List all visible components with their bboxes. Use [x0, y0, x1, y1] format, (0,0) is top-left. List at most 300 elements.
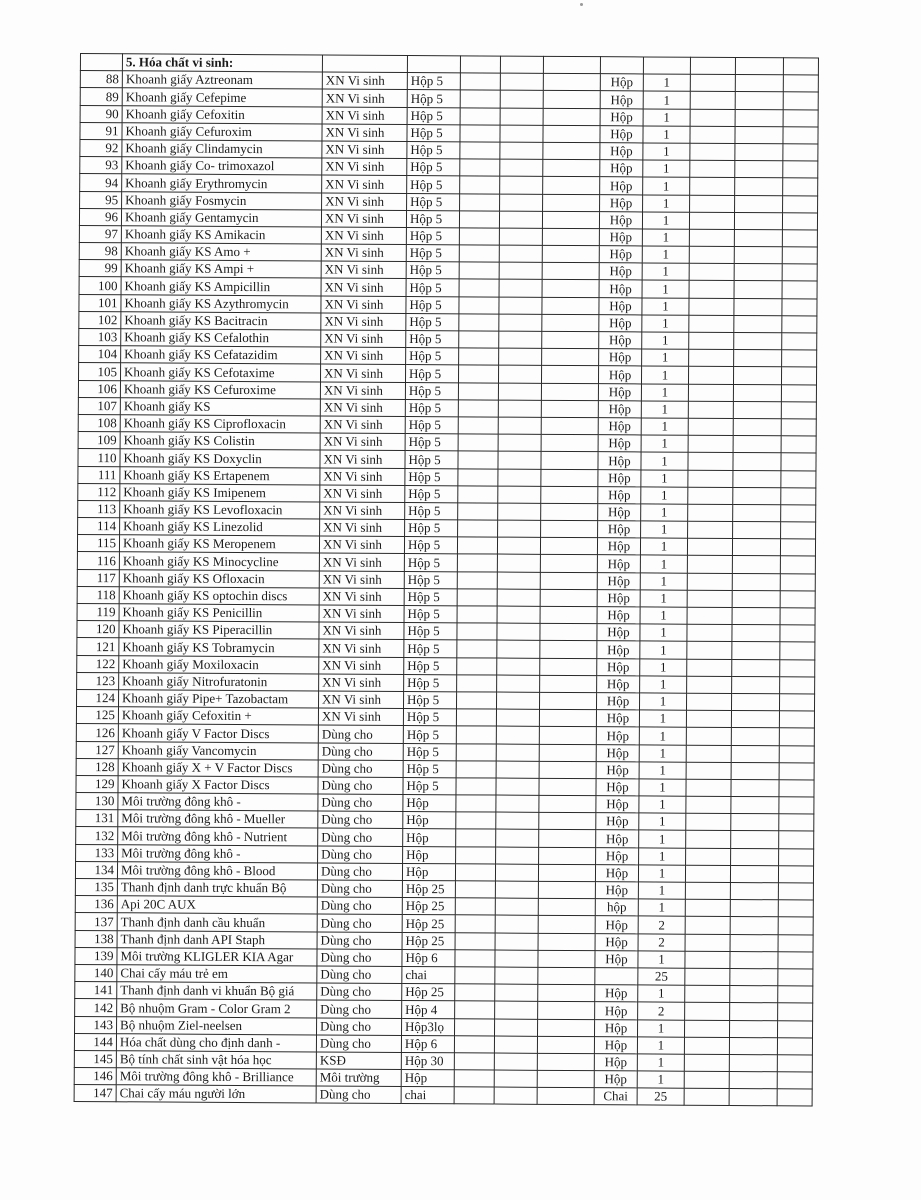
cell-blank: [458, 365, 498, 382]
item-group: XN Vi sinh: [320, 416, 405, 434]
item-unit: Hộp: [594, 1036, 637, 1053]
cell-blank: [500, 90, 543, 107]
cell-blank: [779, 848, 814, 865]
cell-blank: [731, 728, 779, 745]
item-unit: Hộp: [596, 847, 639, 864]
cell-blank: [780, 642, 815, 659]
item-group: XN Vi sinh: [321, 244, 406, 262]
item-number: 100: [79, 277, 121, 294]
cell-blank: [782, 281, 817, 298]
item-packaging: Hộp 5: [407, 107, 460, 125]
item-packaging: Hộp 5: [407, 141, 460, 159]
item-unit: Hộp: [596, 761, 639, 778]
item-number: 108: [78, 414, 120, 431]
item-group: Dùng cho: [317, 880, 402, 898]
item-name: Khoanh giấy KS Amo +: [121, 243, 321, 261]
item-group: XN Vi sinh: [321, 347, 406, 365]
cell-blank: [456, 778, 496, 795]
cell-blank: [690, 74, 735, 91]
item-name: Khoanh giấy Co- trimoxazol: [122, 157, 322, 175]
item-quantity: 1: [642, 280, 689, 297]
cell-blank: [686, 813, 731, 830]
item-group: Dùng cho: [317, 1000, 402, 1018]
cell-blank: [457, 571, 497, 588]
item-number: 115: [77, 535, 119, 552]
cell-blank: [778, 1003, 813, 1020]
item-quantity: 1: [639, 744, 686, 761]
item-name: Khoanh giấy KS Minocycline: [119, 552, 319, 570]
cell-blank: [496, 812, 539, 829]
item-name: Thanh định danh trực khuẩn Bộ: [117, 879, 317, 897]
cell-blank: [690, 160, 735, 177]
cell-blank: [456, 846, 496, 863]
cell-blank: [730, 900, 778, 917]
item-quantity: 1: [641, 452, 688, 469]
item-unit: Hộp: [598, 452, 641, 469]
item-packaging: Hộp 5: [405, 485, 458, 503]
item-unit: Hộp: [600, 143, 643, 160]
cell-blank: [497, 675, 540, 692]
item-name: Api 20C AUX: [117, 896, 317, 914]
item-number: 102: [79, 311, 121, 328]
cell-blank: [779, 831, 814, 848]
cell-blank: [543, 56, 600, 74]
item-packaging: Hộp 5: [404, 691, 457, 709]
cell-blank: [543, 142, 600, 160]
cell-blank: [543, 91, 600, 109]
item-name: Môi trường đông khô - Brilliance: [116, 1068, 316, 1086]
item-number: 101: [79, 294, 121, 311]
item-number: 126: [76, 724, 118, 741]
cell-blank: [734, 281, 782, 298]
item-packaging: Hộp 4: [402, 1001, 455, 1019]
item-quantity: 1: [640, 624, 687, 641]
cell-blank: [541, 366, 598, 384]
item-unit: Hộp: [596, 796, 639, 813]
item-quantity: 2: [638, 916, 685, 933]
item-number: 147: [74, 1085, 116, 1102]
item-packaging: Hộp 5: [405, 520, 458, 538]
cell-blank: [731, 693, 779, 710]
cell-blank: [690, 126, 735, 143]
cell-blank: [542, 349, 599, 367]
item-group: Dùng cho: [318, 794, 403, 812]
item-number: 110: [78, 449, 120, 466]
item-group: Dùng cho: [318, 725, 403, 743]
item-group: Dùng cho: [317, 863, 402, 881]
item-group: XN Vi sinh: [322, 175, 407, 193]
item-group: XN Vi sinh: [319, 691, 404, 709]
cell-blank: [496, 847, 539, 864]
item-quantity: 1: [643, 177, 690, 194]
item-number: 142: [75, 999, 117, 1016]
cell-blank: [537, 1088, 594, 1106]
item-quantity: 1: [641, 469, 688, 486]
item-name: Khoanh giấy KS Doxyclin: [120, 449, 320, 467]
cell-blank: [735, 126, 783, 143]
cell-blank: [496, 744, 539, 761]
cell-blank: [731, 762, 779, 779]
cell-blank: [732, 642, 780, 659]
item-name: Khoanh giấy Moxiloxacin: [119, 655, 319, 673]
cell-blank: [731, 797, 779, 814]
cell-blank: [500, 176, 543, 193]
item-quantity: 1: [643, 91, 690, 108]
item-quantity: 2: [638, 1002, 685, 1019]
item-packaging: Hộp 5: [404, 623, 457, 641]
item-packaging: Hộp 5: [405, 451, 458, 469]
item-number: 116: [77, 552, 119, 569]
cell-blank: [686, 710, 731, 727]
item-packaging: Hộp: [403, 846, 456, 864]
cell-blank: [539, 795, 596, 813]
cell-blank: [782, 230, 817, 247]
cell-blank: [688, 384, 733, 401]
cell-blank: [730, 934, 778, 951]
item-group: XN Vi sinh: [320, 382, 405, 400]
item-name: Khoanh giấy KS Cefotaxime: [121, 363, 321, 381]
cell-blank: [690, 109, 735, 126]
item-group: KSĐ: [316, 1052, 401, 1070]
item-group: XN Vi sinh: [320, 502, 405, 520]
item-unit: Hộp: [596, 813, 639, 830]
scan-artifact: [580, 3, 583, 6]
cell-blank: [455, 1018, 495, 1035]
item-packaging: Hộp 6: [402, 949, 455, 967]
item-quantity: 1: [641, 504, 688, 521]
item-number: 119: [77, 603, 119, 620]
cell-blank: [540, 641, 597, 659]
item-group: Dùng cho: [316, 1086, 401, 1104]
item-name: Khoanh giấy Erythromycin: [122, 174, 322, 192]
cell-blank: [496, 761, 539, 778]
item-group: XN Vi sinh: [320, 450, 405, 468]
item-quantity: 1: [642, 212, 689, 229]
item-number: 90: [80, 105, 122, 122]
cell-blank: [494, 1070, 537, 1087]
item-quantity: 1: [637, 1037, 684, 1054]
cell-blank: [500, 142, 543, 159]
cell-blank: [539, 778, 596, 796]
cell-blank: [778, 883, 813, 900]
item-group: Dùng cho: [316, 1035, 401, 1053]
item-unit: Hộp: [596, 779, 639, 796]
item-packaging: Hộp: [401, 1070, 454, 1088]
cell-blank: [500, 73, 543, 90]
cell-blank: [458, 520, 498, 537]
item-name: Khoanh giấy Aztreonam: [122, 71, 322, 89]
item-unit: Hộp: [600, 160, 643, 177]
cell-blank: [500, 194, 543, 211]
item-name: Khoanh giấy KS: [120, 398, 320, 416]
cell-blank: [494, 1087, 537, 1104]
item-name: Khoanh giấy KS Cefatazidim: [121, 346, 321, 364]
item-number: 113: [78, 500, 120, 517]
item-quantity: 1: [640, 538, 687, 555]
item-number: 97: [79, 225, 121, 242]
cell-blank: [458, 503, 498, 520]
item-unit: [595, 968, 638, 985]
cell-blank: [686, 779, 731, 796]
cell-blank: [539, 847, 596, 865]
cell-blank: [498, 383, 541, 400]
cell-blank: [688, 487, 733, 504]
item-packaging: Hộp 5: [403, 709, 456, 727]
cell-blank: [495, 915, 538, 932]
cell-blank: [498, 486, 541, 503]
cell-blank: [538, 950, 595, 968]
cell-blank: [497, 554, 540, 571]
cell-blank: [783, 92, 818, 109]
item-quantity: 1: [639, 693, 686, 710]
cell-blank: [779, 814, 814, 831]
item-quantity: 1: [642, 229, 689, 246]
item-group: Dùng cho: [318, 828, 403, 846]
cell-blank: [460, 90, 500, 107]
cell-blank: [542, 211, 599, 229]
cell-blank: [689, 298, 734, 315]
item-unit: Hộp: [600, 125, 643, 142]
cell-blank: [539, 692, 596, 710]
item-packaging: Hộp 5: [405, 365, 458, 383]
cell-blank: [458, 486, 498, 503]
item-group: XN Vi sinh: [322, 158, 407, 176]
item-number: 125: [76, 707, 118, 724]
cell-blank: [538, 967, 595, 985]
item-group: XN Vi sinh: [319, 674, 404, 692]
cell-blank: [781, 522, 816, 539]
item-packaging: Hộp 5: [406, 313, 459, 331]
cell-blank: [783, 109, 818, 126]
cell-blank: [731, 831, 779, 848]
cell-blank: [455, 984, 495, 1001]
cell-blank: [735, 178, 783, 195]
cell-blank: [730, 917, 778, 934]
item-quantity: 1: [640, 590, 687, 607]
item-name: Khoanh giấy Clindamycin: [122, 140, 322, 158]
cell-blank: [781, 419, 816, 436]
cell-blank: [457, 623, 497, 640]
cell-blank: [778, 986, 813, 1003]
item-name: Khoanh giấy KS Azythromycin: [121, 294, 321, 312]
item-unit: Hộp: [599, 211, 642, 228]
item-name: Chai cấy máu trẻ em: [117, 965, 317, 983]
cell-blank: [541, 383, 598, 401]
cell-blank: [456, 726, 496, 743]
item-unit: Hộp: [597, 641, 640, 658]
item-group: Dùng cho: [317, 932, 402, 950]
item-unit: Hộp: [600, 177, 643, 194]
item-name: Khoanh giấy Nitrofuratonin: [119, 672, 319, 690]
cell-blank: [499, 348, 542, 365]
item-number: 91: [80, 122, 122, 139]
item-name: Khoanh giấy Cefuroxim: [122, 123, 322, 141]
cell-blank: [781, 436, 816, 453]
item-name: Thanh định danh vi khuẩn Bộ giá: [117, 982, 317, 1000]
cell-blank: [779, 797, 814, 814]
item-packaging: Hộp 5: [406, 227, 459, 245]
cell-blank: [455, 932, 495, 949]
table-row: [74, 1085, 812, 1107]
item-quantity: 1: [639, 848, 686, 865]
item-group: Dùng cho: [317, 966, 402, 984]
item-group: XN Vi sinh: [321, 296, 406, 314]
cell-blank: [780, 677, 815, 694]
cell-blank: [499, 280, 542, 297]
cell-blank: [538, 1019, 595, 1037]
cell-blank: [783, 178, 818, 195]
item-number: 133: [76, 844, 118, 861]
item-name: Khoanh giấy Gentamycin: [121, 208, 321, 226]
cell-blank: [456, 829, 496, 846]
cell-blank: [495, 984, 538, 1001]
cell-blank: [455, 967, 495, 984]
cell-blank: [734, 229, 782, 246]
cell-blank: [781, 367, 816, 384]
item-name: Khoanh giấy Vancomycin: [118, 741, 318, 759]
item-group: Dùng cho: [318, 760, 403, 778]
item-group: XN Vi sinh: [318, 708, 403, 726]
item-packaging: Hộp 5: [407, 124, 460, 142]
cell-blank: [732, 607, 780, 624]
cell-blank: [735, 58, 783, 75]
cell-blank: [731, 779, 779, 796]
cell-blank: [543, 159, 600, 177]
item-name: Khoanh giấy KS Ciprofloxacin: [120, 415, 320, 433]
cell-blank: [780, 573, 815, 590]
item-unit: Hộp: [597, 607, 640, 624]
cell-blank: [685, 968, 730, 985]
item-quantity: 1: [640, 607, 687, 624]
item-packaging: Hộp 6: [401, 1035, 454, 1053]
item-packaging: Hộp 5: [404, 640, 457, 658]
cell-blank: [733, 401, 781, 418]
item-name: Khoanh giấy KS Cefuroxime: [120, 380, 320, 398]
item-unit: Hộp: [599, 246, 642, 263]
cell-blank: [540, 538, 597, 556]
cell-blank: [689, 315, 734, 332]
cell-blank: [689, 229, 734, 246]
item-number: 111: [78, 466, 120, 483]
item-packaging: Hộp 5: [403, 726, 456, 744]
cell-blank: [497, 606, 540, 623]
cell-blank: [688, 521, 733, 538]
cell-blank: [779, 745, 814, 762]
item-name: Chai cấy máu người lớn: [116, 1085, 316, 1103]
cell-blank: [729, 1089, 777, 1106]
cell-blank: [495, 967, 538, 984]
item-name: Khoanh giấy X Factor Discs: [118, 776, 318, 794]
cell-blank: [497, 658, 540, 675]
item-name: Khoanh giấy KS Ampi +: [121, 260, 321, 278]
item-number: 127: [76, 741, 118, 758]
cell-blank: [685, 882, 730, 899]
item-unit: Hộp: [597, 589, 640, 606]
item-quantity: 1: [639, 779, 686, 796]
item-name: Môi trường đông khô - Mueller: [118, 810, 318, 828]
cell-blank: [734, 350, 782, 367]
cell-blank: [495, 1001, 538, 1018]
item-group: XN Vi sinh: [320, 467, 405, 485]
cell-blank: [732, 659, 780, 676]
item-unit: Hộp: [598, 383, 641, 400]
cell-blank: [778, 866, 813, 883]
cell-blank: [458, 434, 498, 451]
item-number: 135: [75, 878, 117, 895]
cell-blank: [782, 212, 817, 229]
item-packaging: Hộp 5: [406, 348, 459, 366]
item-number: 96: [79, 208, 121, 225]
item-number: 129: [76, 775, 118, 792]
item-quantity: 1: [642, 349, 689, 366]
cell-blank: [460, 176, 500, 193]
cell-blank: [454, 1053, 494, 1070]
cell-blank: [454, 1087, 494, 1104]
cell-blank: [497, 623, 540, 640]
item-group: XN Vi sinh: [321, 261, 406, 279]
item-group: Dùng cho: [317, 1017, 402, 1035]
cell-blank: [687, 573, 732, 590]
cell-blank: [543, 108, 600, 126]
cell-blank: [494, 1036, 537, 1053]
cell-blank: [690, 57, 735, 74]
item-number: 98: [79, 243, 121, 260]
cell-blank: [459, 211, 499, 228]
item-packaging: Hộp 5: [404, 571, 457, 589]
item-name: Khoanh giấy Fosmycin: [122, 191, 322, 209]
item-unit: Hộp: [598, 521, 641, 538]
item-number: 93: [80, 157, 122, 174]
item-name: Khoanh giấy KS optochin discs: [119, 587, 319, 605]
cell-blank: [460, 73, 500, 90]
item-quantity: 1: [642, 246, 689, 263]
cell-blank: [685, 1003, 730, 1020]
cell-blank: [454, 1070, 494, 1087]
cell-blank: [685, 899, 730, 916]
item-unit: Hộp: [595, 950, 638, 967]
cell-blank: [735, 92, 783, 109]
cell-blank: [686, 848, 731, 865]
item-number: 103: [79, 328, 121, 345]
item-group: XN Vi sinh: [321, 330, 406, 348]
item-packaging: Hộp 5: [406, 330, 459, 348]
item-unit: Hộp: [598, 469, 641, 486]
cell-blank: [600, 57, 643, 74]
item-unit: Hộp: [599, 332, 642, 349]
item-packaging: Hộp 5: [405, 468, 458, 486]
cell-blank: [456, 760, 496, 777]
cell-blank: [541, 503, 598, 521]
item-unit: Hộp: [600, 74, 643, 91]
cell-blank: [780, 591, 815, 608]
cell-blank: [782, 350, 817, 367]
cell-blank: [497, 640, 540, 657]
item-unit: Hộp: [599, 229, 642, 246]
item-unit: Hộp: [598, 435, 641, 452]
item-unit: Hộp: [600, 108, 643, 125]
item-number: 104: [79, 346, 121, 363]
cell-blank: [684, 1088, 729, 1105]
cell-blank: [460, 107, 500, 124]
cell-blank: [734, 212, 782, 229]
cell-blank: [459, 245, 499, 262]
item-packaging: Hộp 25: [402, 880, 455, 898]
item-name: Khoanh giấy X + V Factor Discs: [118, 758, 318, 776]
item-number: 132: [76, 827, 118, 844]
item-name: Khoanh giấy Cefepime: [122, 88, 322, 106]
item-unit: Hộp: [598, 400, 641, 417]
item-unit: Hộp: [596, 693, 639, 710]
